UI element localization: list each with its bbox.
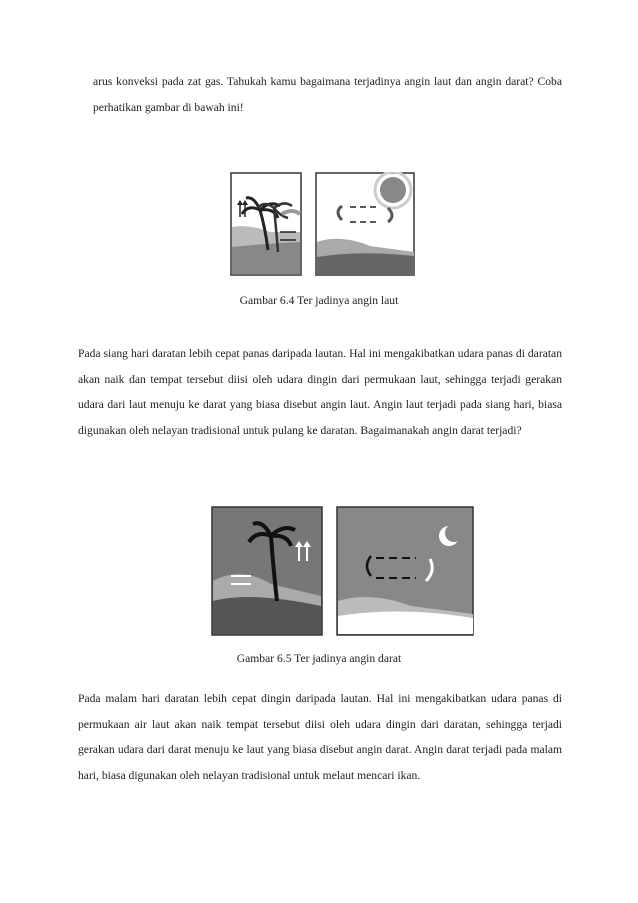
figure-land-breeze (211, 506, 474, 636)
figure-caption-land-breeze: Gambar 6.5 Ter jadinya angin darat (236, 652, 402, 665)
paragraph-land-breeze: Pada malam hari daratan lebih cepat dingin daripada lautan. Hal ini mengakibatkan udara panas di permukaan air laut akan naik tempat tersebut diisi oleh udara dingin dari daratan, sehingga terjadi gerakan udara dari darat menuju ke laut yang biasa disebut angin darat. Angin darat terjadi pada malam hari, biasa digunakan oleh nelayan tradisional untuk melaut mencari ikan. (78, 692, 562, 782)
figure-sea-breeze (230, 172, 415, 277)
land-breeze-sea-panel (337, 507, 473, 635)
figure-caption-sea-breeze: Gambar 6.4 Ter jadinya angin laut (239, 294, 399, 307)
paragraph-sea-breeze: Pada siang hari daratan lebih cepat panas daripada lautan. Hal ini mengakibatkan udara panas di daratan akan naik dan tempat tersebut diisi oleh udara dingin dari permukaan laut, sehingga terjadi gerakan udara dari laut menuju ke darat yang biasa disebut angin laut. Angin laut terjadi pada siang hari, biasa digunakan oleh nelayan tradisional untuk pulang ke daratan. Bagaimanakah angin darat terjadi? (78, 347, 562, 437)
paragraph-intro: arus konveksi pada zat gas. Tahukah kamu bagaimana terjadinya angin laut dan angin darat? Coba perhatikan gambar di bawah ini! (93, 75, 562, 114)
sea-breeze-land-panel (231, 173, 301, 275)
land-breeze-land-panel (212, 507, 322, 635)
sea-breeze-sea-panel (316, 172, 414, 275)
